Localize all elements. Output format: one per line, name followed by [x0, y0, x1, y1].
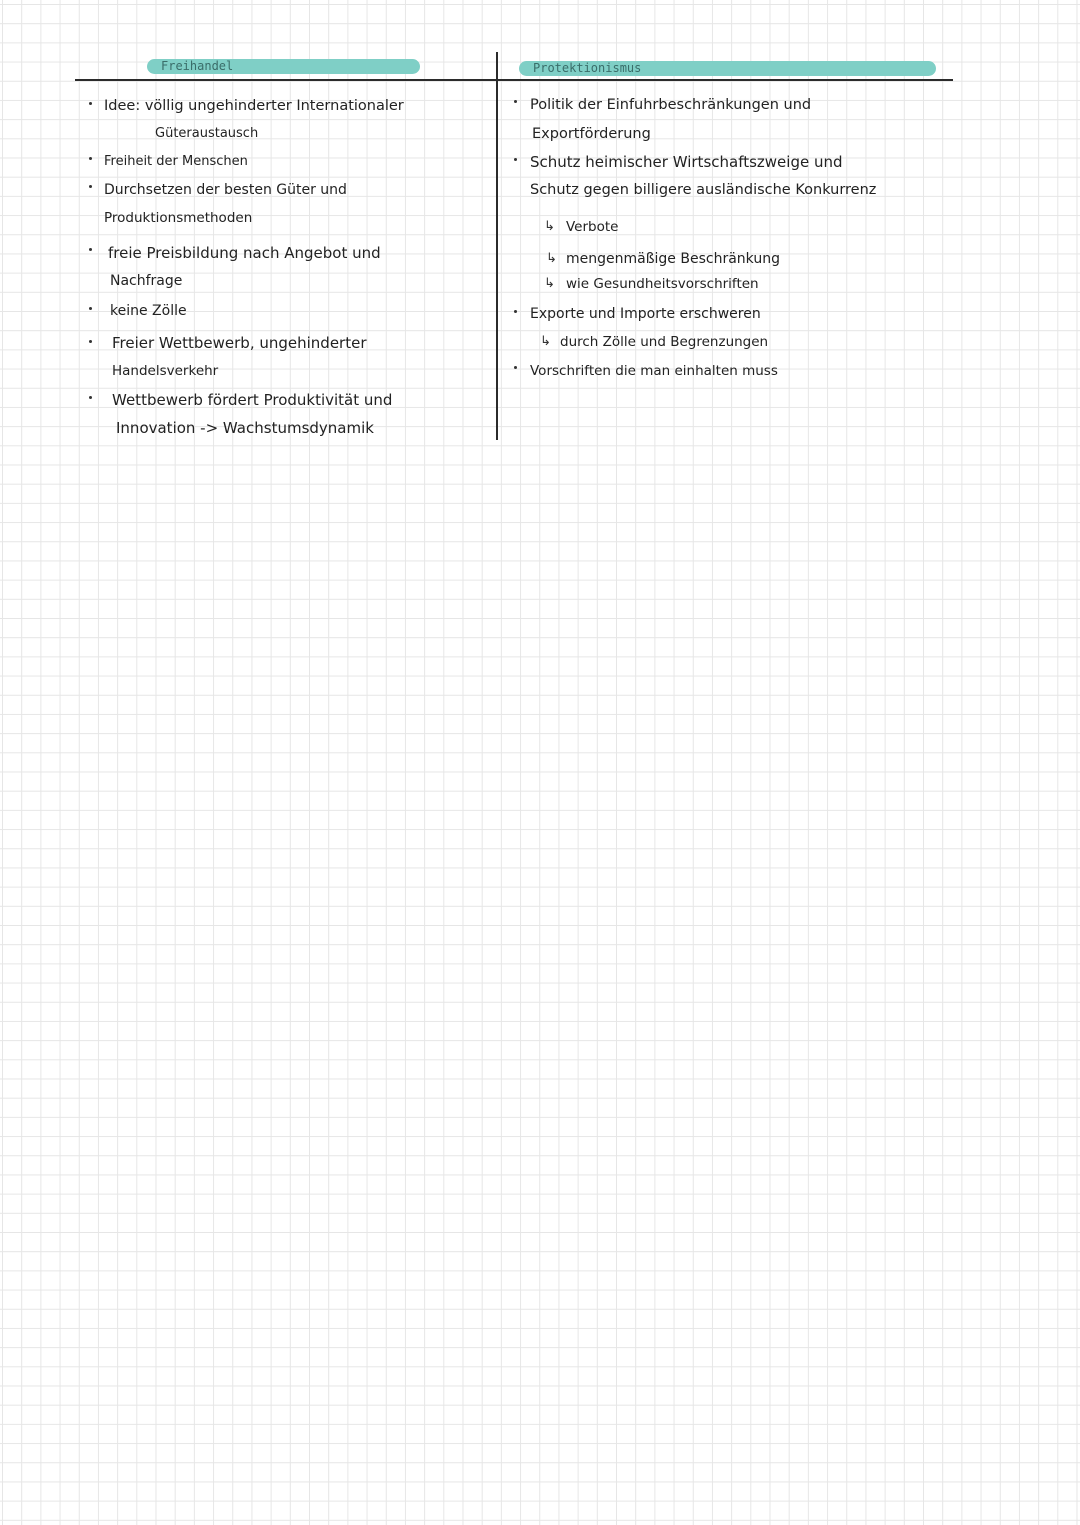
heading-freihandel: Freihandel — [147, 59, 420, 74]
heading-protektionismus: Protektionismus — [519, 61, 936, 76]
note-line: mengenmäßige Beschränkung — [566, 251, 780, 267]
bullet — [89, 185, 92, 188]
note-line: Idee: völlig ungehinderter Internationaler — [104, 98, 404, 114]
note-line: keine Zölle — [110, 303, 187, 319]
note-line: Vorschriften die man einhalten muss — [530, 363, 778, 379]
note-line: Exportförderung — [532, 126, 651, 142]
bullet — [89, 396, 92, 399]
note-line: wie Gesundheitsvorschriften — [566, 276, 759, 292]
bullet — [89, 307, 92, 310]
bullet — [89, 248, 92, 251]
note-line: Freier Wettbewerb, ungehinderter — [112, 334, 367, 352]
note-line: Produktionsmethoden — [104, 210, 253, 226]
column-divider — [496, 52, 498, 440]
note-line: Exporte und Importe erschweren — [530, 306, 761, 322]
table-header-rule — [75, 79, 953, 81]
sub-arrow-icon: ↳ — [546, 251, 557, 266]
bullet — [514, 366, 517, 369]
bullet — [89, 157, 92, 160]
bullet — [514, 100, 517, 103]
bullet — [514, 158, 517, 161]
note-line: Schutz gegen billigere ausländische Konkurrenz — [530, 182, 877, 198]
note-line: Innovation -> Wachstumsdynamik — [116, 419, 374, 437]
note-line: durch Zölle und Begrenzungen — [560, 334, 769, 350]
note-line: Wettbewerb fördert Produktivität und — [112, 391, 393, 409]
note-line: Verbote — [566, 219, 619, 235]
bullet — [89, 102, 92, 105]
sub-arrow-icon: ↳ — [544, 276, 555, 291]
note-line: Nachfrage — [110, 273, 183, 289]
note-line: Güteraustausch — [155, 126, 259, 141]
bullet — [89, 340, 92, 343]
sub-arrow-icon: ↳ — [540, 334, 551, 349]
sub-arrow-icon: ↳ — [544, 219, 555, 234]
note-line: Freiheit der Menschen — [104, 154, 248, 169]
note-line: Schutz heimischer Wirtschaftszweige und — [530, 153, 843, 171]
note-line: Handelsverkehr — [112, 363, 219, 379]
bullet — [514, 310, 517, 313]
note-line: freie Preisbildung nach Angebot und — [108, 244, 381, 262]
note-line: Politik der Einfuhrbeschränkungen und — [530, 97, 812, 113]
note-line: Durchsetzen der besten Güter und — [104, 182, 347, 198]
